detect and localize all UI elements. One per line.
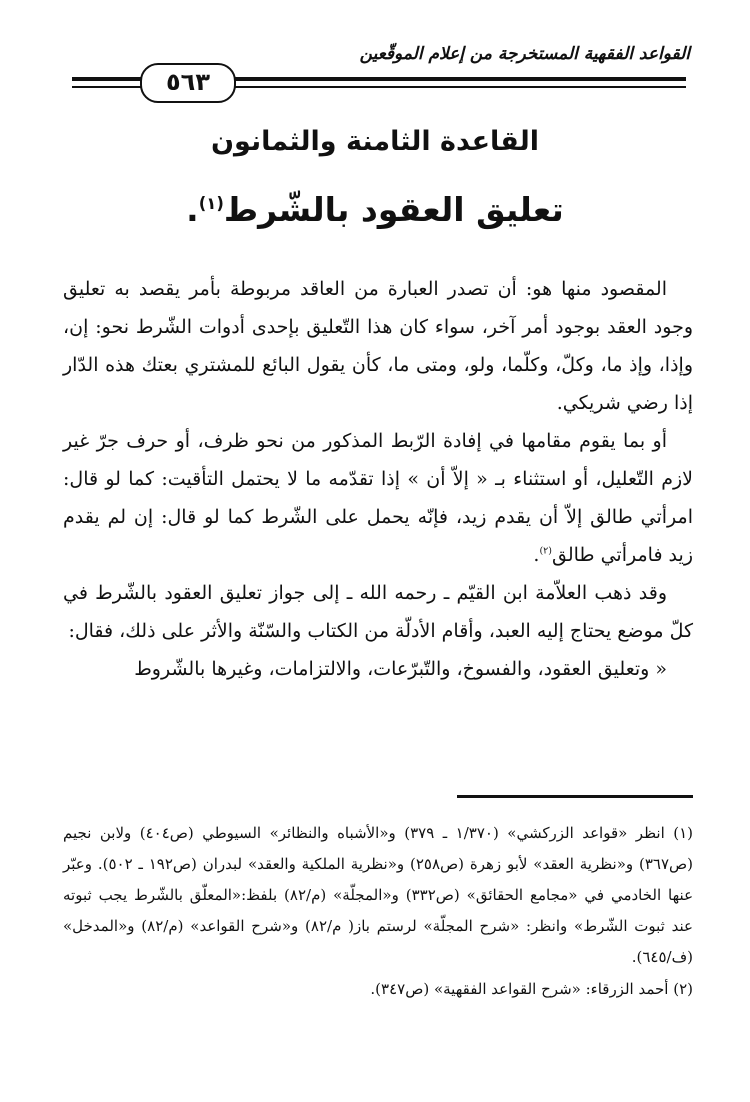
footnote-2: (٢) أحمد الزرقاء: «شرح القواعد الفقهية» (ص٣٤٧). [370, 980, 693, 998]
rule-number-heading: القاعدة الثامنة والثمانون [211, 126, 539, 157]
running-title: القواعد الفقهية المستخرجة من إعلام الموقّعين [359, 44, 690, 64]
footnotes [63, 818, 693, 1006]
paragraph-1: المقصود منها هو: أن تصدر العبارة من العاقد مربوطة بأمر يقصد به تعليق وجود العقد بوجود أمر آخر، سواء كان هذا التّعليق بإحدى أدوات الشّرط نحو: إن، وإذا، وإذ ما، وكلّ، وكلّما، ولو، ومتى ما، كأن يقول البائع للمشتري بعتك هذه الدّار إذا رضي شريكي. [63, 278, 693, 414]
section-title [0, 190, 750, 229]
footnote-separator [457, 795, 693, 798]
footnote-ref-2: (٢) [539, 545, 552, 557]
paragraph-2 [63, 422, 693, 574]
paragraph-3: وقد ذهب العلاّمة ابن القيّم ـ رحمه الله ـ إلى جواز تعليق العقود بالشّرط في كلّ موضع يحتاج إليه العبد، وأقام الأدلّة من الكتاب والسّنّة والأثر على ذلك، فقال: [63, 582, 693, 642]
page-number: ٥٦٣ [140, 63, 236, 103]
paragraph-2-text: أو بما يقوم مقامها في إفادة الرّبط المذكور من نحو ظرف، أو حرف جرّ غير لازم التّعليل، أو استثناء بـ « إلاّ أن » إذا تقدّمه ما لا يحتمل التأقيت: كما لو قال: امرأتي طالق إلاّ أن يقدم زيد، فإنّه يحمل على الشّرط كما لو قال: إن لم يقدم زيد فامرأتي طالق [63, 430, 693, 566]
footnote-1: (١) انظر «قواعد الزركشي» (١/٣٧٠ ـ ٣٧٩) و«الأشباه والنظائر» السيوطي (ص٤٠٤) ولابن نجيم (ص٣٦٧) و«نظرية العقد» لأبو زهرة (ص٢٥٨) و«نظرية الملكية والعقد» لبدران (ص١٩٢ ـ ٥٠٢). وعبّر عنها الخادمي في «مجامع الحقائق» (ص٣٣٢) و«المجلّة» (م/٨٢) بلفظ:«المعلّق بالشّرط يجب ثبوته عند ثبوت الشّرط» وانظر: «شرح المجلّة» لرستم باز( م/٨٢) و«شرح القواعد» (م/٨٢) و«المدخل» (ف/٦٤٥). [63, 824, 694, 966]
section-title-end: . [186, 190, 199, 229]
footnote-ref-1: (١) [198, 194, 224, 213]
paragraph-4: « وتعليق العقود، والفسوخ، والتّبرّعات، والالتزامات، وغيرها بالشّروط [134, 658, 667, 680]
body-text [63, 270, 693, 688]
paragraph-2-end: . [533, 544, 540, 566]
section-title-text: تعليق العقود بالشّرط [223, 190, 564, 229]
